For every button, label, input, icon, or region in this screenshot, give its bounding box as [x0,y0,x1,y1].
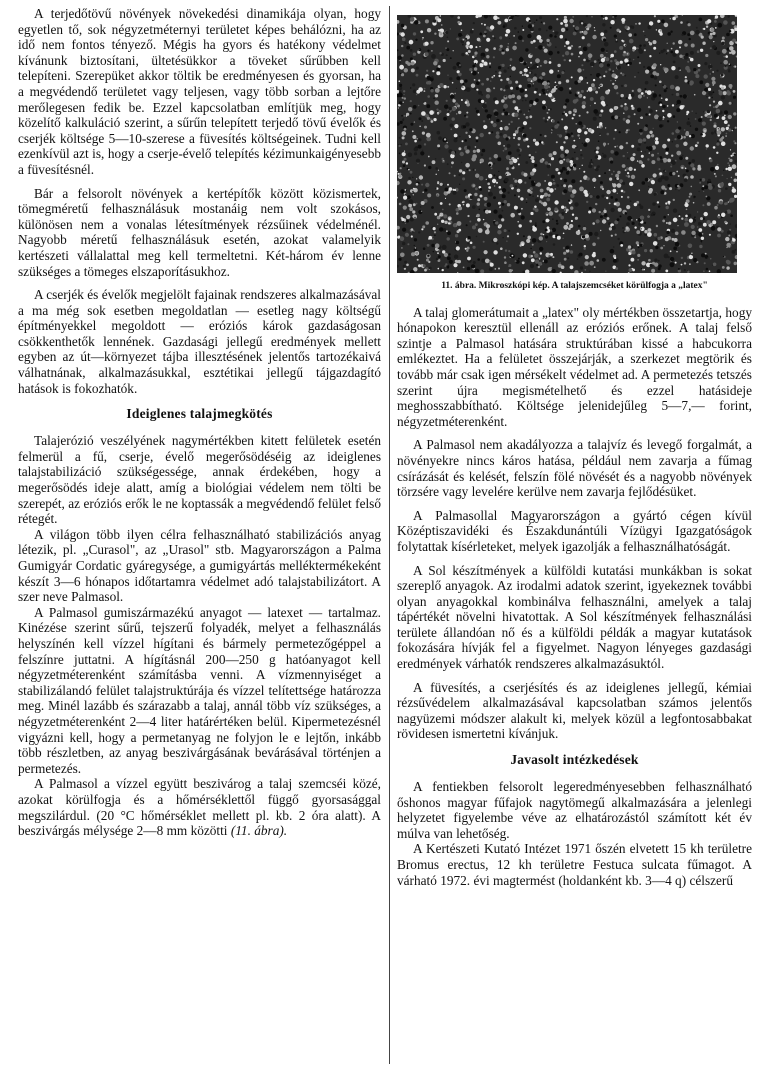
paragraph: A Palmasollal Magyarországon a gyártó cégen kívül Középtiszavidéki és Északdunántúli Vízügyi Igazgatóságok folytattak kísérleteket, melyek igazolják a felhasználhatóságát. [397,507,752,554]
paragraph: Bár a felsorolt növények a kertépítők között közismertek, tömegméretű felhasználásuk mostanáig nem volt szokásos, különösen nem a vonalas létesítmények rézsűinek védelménél. Nagyobb méretű felhasználásuk esetén, azokat valamelyik kertészeti vállalattal meg kell termeltetni. Két-három év lenne szükséges a tömeges elszaporításukhoz. [18,185,381,279]
left-column [18,0,381,839]
paragraph: A Sol készítmények a külföldi kutatási munkákban is sokat szereplő anyagok. Az irodalmi adatok szerint, igyekeznek további olyan anyagokkal kombinálva felhasználni, amelyek a talaj tápértékét növelni hivatottak. A Sol készítmények felhasználási területe állandóan nő és a külföldi példák a magyar kutatások fokozására hívják fel a figyelmet. Nagyon lényeges gazdasági eredmények várhatók rendszeres alkalmazásuktól. [397,562,752,672]
paragraph: A Palmasol nem akadályozza a talajvíz és levegő forgalmát, a növényekre nincs káros hatása, például nem zavarja a fűmag csírázását és kelését, felszín fölé növését és a nagyobb növények törzsére vagy levelére kerülve nem zavarja fejlődésüket. [397,437,752,500]
soil-texture-image [397,15,737,273]
paragraph: A Palmasol gumiszármazékú anyagot — latexet — tartalmaz. Kinézése szerint sűrű, tejszerű folyadék, melyet a felhasználás helyszínén kell vízzel hígítani és bármely permetezőgéppel a felszínre juttatni. A hígításnál 200—250 g hatóanyagot kell négyzetméterenként számításba venni. A vízmennyiséget a stabilizálandó felület talajstruktúrája és vízzel telítettsége határozza meg. Minél lazább és szárazabb a talaj, annál több víz szükséges, a négyzetméterenként 2—4 liter határértéken belül. Kipermetezésnél vigyázni kell, hogy a permetanyag ne folyjon le e lejtőn, inkább több részletben, az anyag beszivárgásának bevárásával történjen a permetezés. [18,604,381,776]
figure-reference: (11. ábra). [230,823,288,839]
paragraph: A terjedőtövű növények növekedési dinamikája olyan, hogy egyetlen tő, sok négyzetméternyi területet képes behálózni, ha az idő nem fontos tényező. Mégis ha gyors és hatékony védelmet kívánunk biztosítani, ültetésükkor a töveket sűrűbben kell telepíteni. Szerepüket akkor töltik be eredményesen és gyorsan, ha a megvédendő területet vagy teljesen, vagy több sorban a lejtőre merőlegesen fedik be. Ezzel kapcsolatban említjük meg, hogy közelítő kalkuláció szerint, a sűrűn telepített terjedő tövű évelők és cserjék költsége 5—10-szerese a füvesítés költségeinek. Tudni kell ezenkívül azt is, hogy a cserje-évelő telepítés kézimunkaigényesebb a füvesítésnél. [18,6,381,177]
microscope-image [397,15,737,273]
section-heading: Ideiglenes talajmegkötés [126,406,273,422]
section-heading: Javasolt intézkedések [510,752,639,768]
right-column [397,0,752,888]
paragraph: A talaj glomerátumait a „latex" oly mértékben összetartja, hogy hónapokon keresztül ellenáll az eróziós erőnek. A talaj felső szintje a Palmasol hatására struktúrában kissé a habcukorra emlékeztet. Ha a felületet összejárják, a szerkezet megtörik és tovább már csak igen mérsékelt védelmet ad. A permetezés tetszés szerint újra megismételhető és ezzel hatásideje meghosszabbítható. Költsége jelenidejűleg 5—7,— forint, négyzetméterenként. [397,304,752,429]
column-divider [389,6,390,1064]
paragraph: A fentiekben felsorolt legeredményesebben felhasználható őshonos magyar fűfajok nagytömegű alkalmazására a jelenlegi helyzetet figyelembe véve az elhatározástól számított két év múlva van lehetőség. [397,779,752,841]
paragraph: A füvesítés, a cserjésítés és az ideiglenes jellegű, kémiai rézsűvédelem alkalmazásával kapcsolatban számos jelentős nagyüzemi módszer alakult ki, melyek közül a legfontosabbakat rövidesen ismertetni kívánjuk. [397,679,752,742]
paragraph: A cserjék és évelők megjelölt fajainak rendszeres alkalmazásával a ma még sok esetben megoldatlan — esetleg nagy költségű építményekkel megoldott — eróziós károk gazdaságosan csökkenthetők lennének. Gazdasági jellegű eredmények mellett egyben az út—környezet tájba illesztésének jelentős tartozékaivá válhatnának, alkalmazásukkal, esztétikai jellegű tájgazdagító hatások is fokozhatók. [18,287,381,396]
paragraph: A világon több ilyen célra felhasználható stabilizációs anyag létezik, pl. „Curasol", az „Urasol" stb. Magyarországon a Palma Gumigyár Cordatic gyáregysége, a gumigyártás melléktermékeként készít 3—6 hónapos időtartamra védelmet adó talajstabilizátort. A szer neve Palmasol. [18,526,381,605]
figure-caption: 11. ábra. Mikroszkópi kép. A talajszemcséket körülfogja a „latex" [441,281,708,291]
paragraph: A Kertészeti Kutató Intézet 1971 őszén elvetett 15 kh területre Bromus erectus, 12 kh területre Festuca sulcata fűmagot. A várható 1972. évi magtermést (holdanként kb. 3—4 q) célszerű [397,841,752,888]
paragraph [18,776,381,838]
paragraph-text: A Palmasol a vízzel együtt beszivárog a talaj szemcséi közé, azokat körülfogja és a hőmérséklettől függő gyorsasággal megszilárdul. (20 °C hőmérséklet mellett pl. kb. 2 óra alatt). A beszivárgás mélysége 2—8 mm közötti [18,776,381,839]
paragraph: Talajerózió veszélyének nagymértékben kitett felületek esetén felmerül a fű, cserje, évelő megerősödéséig az ideiglenes talajstabilizáció szükségessége, annak érdekében, hogy a megerősödés ideje alatt, amíg a biológiai védelem nem tölti be szerepét, az eróziós erők le ne koptassák a megvédendő felület felső rétegét. [18,433,381,527]
